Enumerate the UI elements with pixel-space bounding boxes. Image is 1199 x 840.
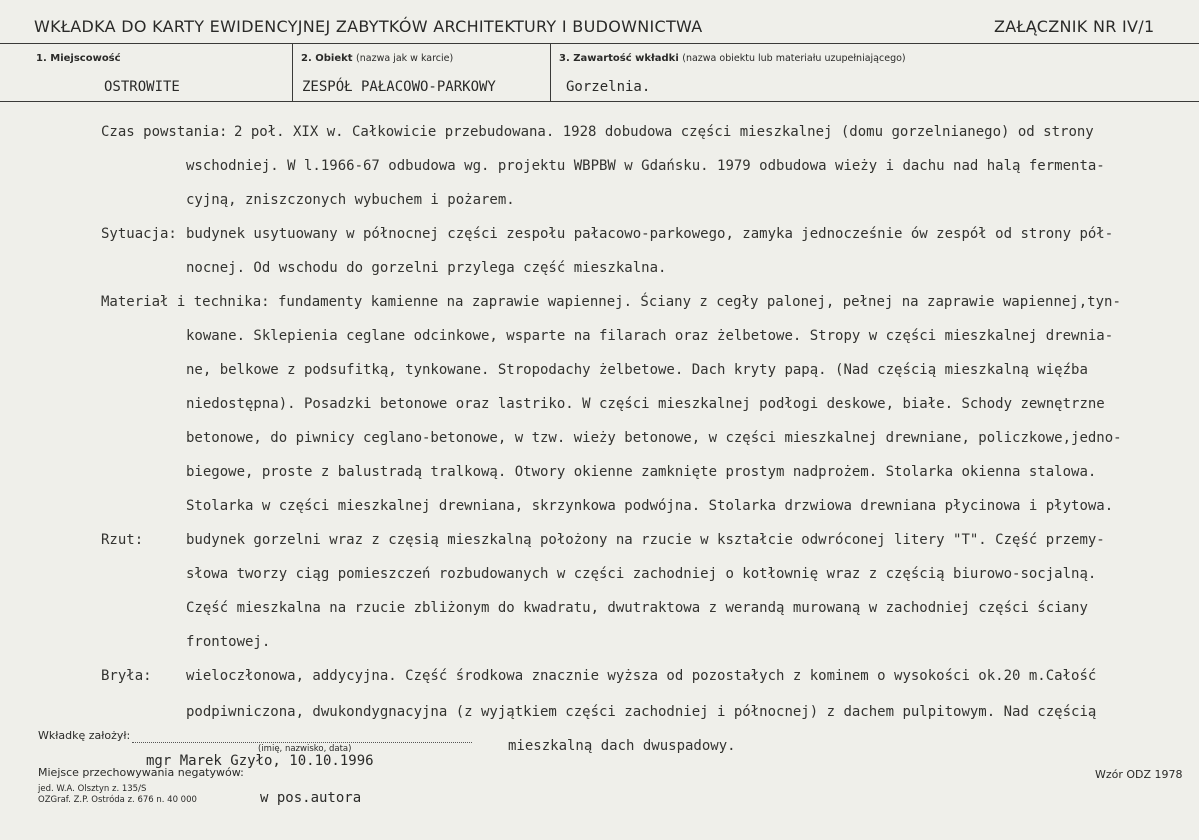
section-label-massing: Bryła: <box>101 668 152 684</box>
section-line: cyjną, zniszczonych wybuchem i pożarem. <box>186 192 515 208</box>
column-label-locality: 1. Miejscowość <box>36 53 121 64</box>
section-line: Stolarka w części mieszkalnej drewniana, skrzynkowa podwójna. Stolarka drzwiowa drewniana płycinowa i płytowa. <box>186 498 1114 514</box>
section-line: ne, belkowe z podsufitką, tynkowane. Stropodachy żelbetowe. Dach kryty papą. (Nad częścią mieszkalną więźba <box>186 362 1088 378</box>
storage-label: Miejsce przechowywania negatywów: <box>38 766 244 779</box>
header-divider <box>0 43 1199 44</box>
column-separator-1 <box>292 43 293 101</box>
section-label-date: Czas powstania: <box>101 124 228 140</box>
attachment-label: ZAŁĄCZNIK NR <box>994 17 1117 36</box>
object-value: ZESPÓŁ PAŁACOWO-PARKOWY <box>302 79 496 95</box>
section-line: frontowej. <box>186 634 271 650</box>
column-label-content: 3. Zawartość wkładki (nazwa obiektu lub materiału uzupełniającego) <box>559 53 906 64</box>
section-label-plan: Rzut: <box>101 532 144 548</box>
content-value: Gorzelnia. <box>566 79 651 95</box>
section-line: słowa tworzy ciąg pomieszczeń rozbudowanych w części zachodniej o kotłownię wraz z częścią biurowo-socjalną. <box>186 566 1097 582</box>
section-line: wschodniej. W l.1966-67 odbudowa wg. projektu WBPBW w Gdańsku. 1979 odbudowa wieży i dachu nad halą fermenta- <box>186 158 1105 174</box>
prepared-by-value: mgr Marek Gzyło, 10.10.1996 <box>146 753 374 769</box>
form-title: WKŁADKA DO KARTY EWIDENCYJNEJ ZABYTKÓW ARCHITEKTURY I BUDOWNICTWA <box>34 17 703 36</box>
section-line: niedostępna). Posadzki betonowe oraz lastriko. W części mieszkalnej podłogi deskowe, białe. Schody zewnętrzne <box>186 396 1105 412</box>
prepared-by-label: Wkładkę założył: <box>38 729 131 742</box>
prepared-by-dotted-line <box>132 742 472 743</box>
locality-value: OSTROWITE <box>104 79 180 95</box>
column-label-object: 2. Obiekt (nazwa jak w karcie) <box>301 53 454 64</box>
section-line: biegowe, proste z balustradą tralkową. Otwory okienne zamknięte prostym nadprożem. Stolarka okienna stalowa. <box>186 464 1097 480</box>
section-line: budynek gorzelni wraz z częsią mieszkalną położony na rzucie w kształcie odwróconej litery "T". Część przemy- <box>186 532 1105 548</box>
print-info-line-2: OZGraf. Z.P. Ostróda z. 676 n. 40 000 <box>38 795 197 805</box>
print-info-line-1: jed. W.A. Olsztyn z. 135/S <box>38 784 147 794</box>
section-label-situation: Sytuacja: <box>101 226 177 242</box>
attachment-number: IV/1 <box>1122 17 1155 36</box>
form-code: Wzór ODZ 1978 <box>1095 768 1183 781</box>
columns-divider <box>0 101 1199 102</box>
section-line: podpiwniczona, dwukondygnacyjna (z wyjątkiem części zachodniej i północnej) z dachem pulpitowym. Nad częścią <box>186 704 1097 720</box>
section-line: nocnej. Od wschodu do gorzelni przylega część mieszkalna. <box>186 260 667 276</box>
storage-value: w pos.autora <box>260 790 362 806</box>
section-line: Część mieszkalna na rzucie zbliżonym do kwadratu, dwutraktowa z werandą murowaną w zachodniej części ściany <box>186 600 1088 616</box>
section-line: wieloczłonowa, addycyjna. Część środkowa znacznie wyższa od pozostałych z kominem o wysokości ok.20 m.Całość <box>186 668 1097 684</box>
section-line: fundamenty kamienne na zaprawie wapiennej. Ściany z cegły palonej, pełnej na zaprawie wapiennej,tyn- <box>278 294 1121 310</box>
prepared-by-hint: (imię, nazwisko, data) <box>258 744 352 754</box>
section-line: betonowe, do piwnicy ceglano-betonowe, w tzw. wieży betonowe, w części mieszkalnej drewniane, policzkowe,jedno- <box>186 430 1122 446</box>
column-separator-2 <box>550 43 551 101</box>
section-line: budynek usytuowany w północnej części zespołu pałacowo-parkowego, zamyka jednocześnie ów zespół od strony pół- <box>186 226 1114 242</box>
section-line: kowane. Sklepienia ceglane odcinkowe, wsparte na filarach oraz żelbetowe. Stropy w części mieszkalnej drewnia- <box>186 328 1114 344</box>
section-line: mieszkalną dach dwuspadowy. <box>508 738 736 754</box>
section-line: 2 poł. XIX w. Całkowicie przebudowana. 1928 dobudowa części mieszkalnej (domu gorzelnianego) od strony <box>234 124 1094 140</box>
section-label-material: Materiał i technika: <box>101 294 270 310</box>
